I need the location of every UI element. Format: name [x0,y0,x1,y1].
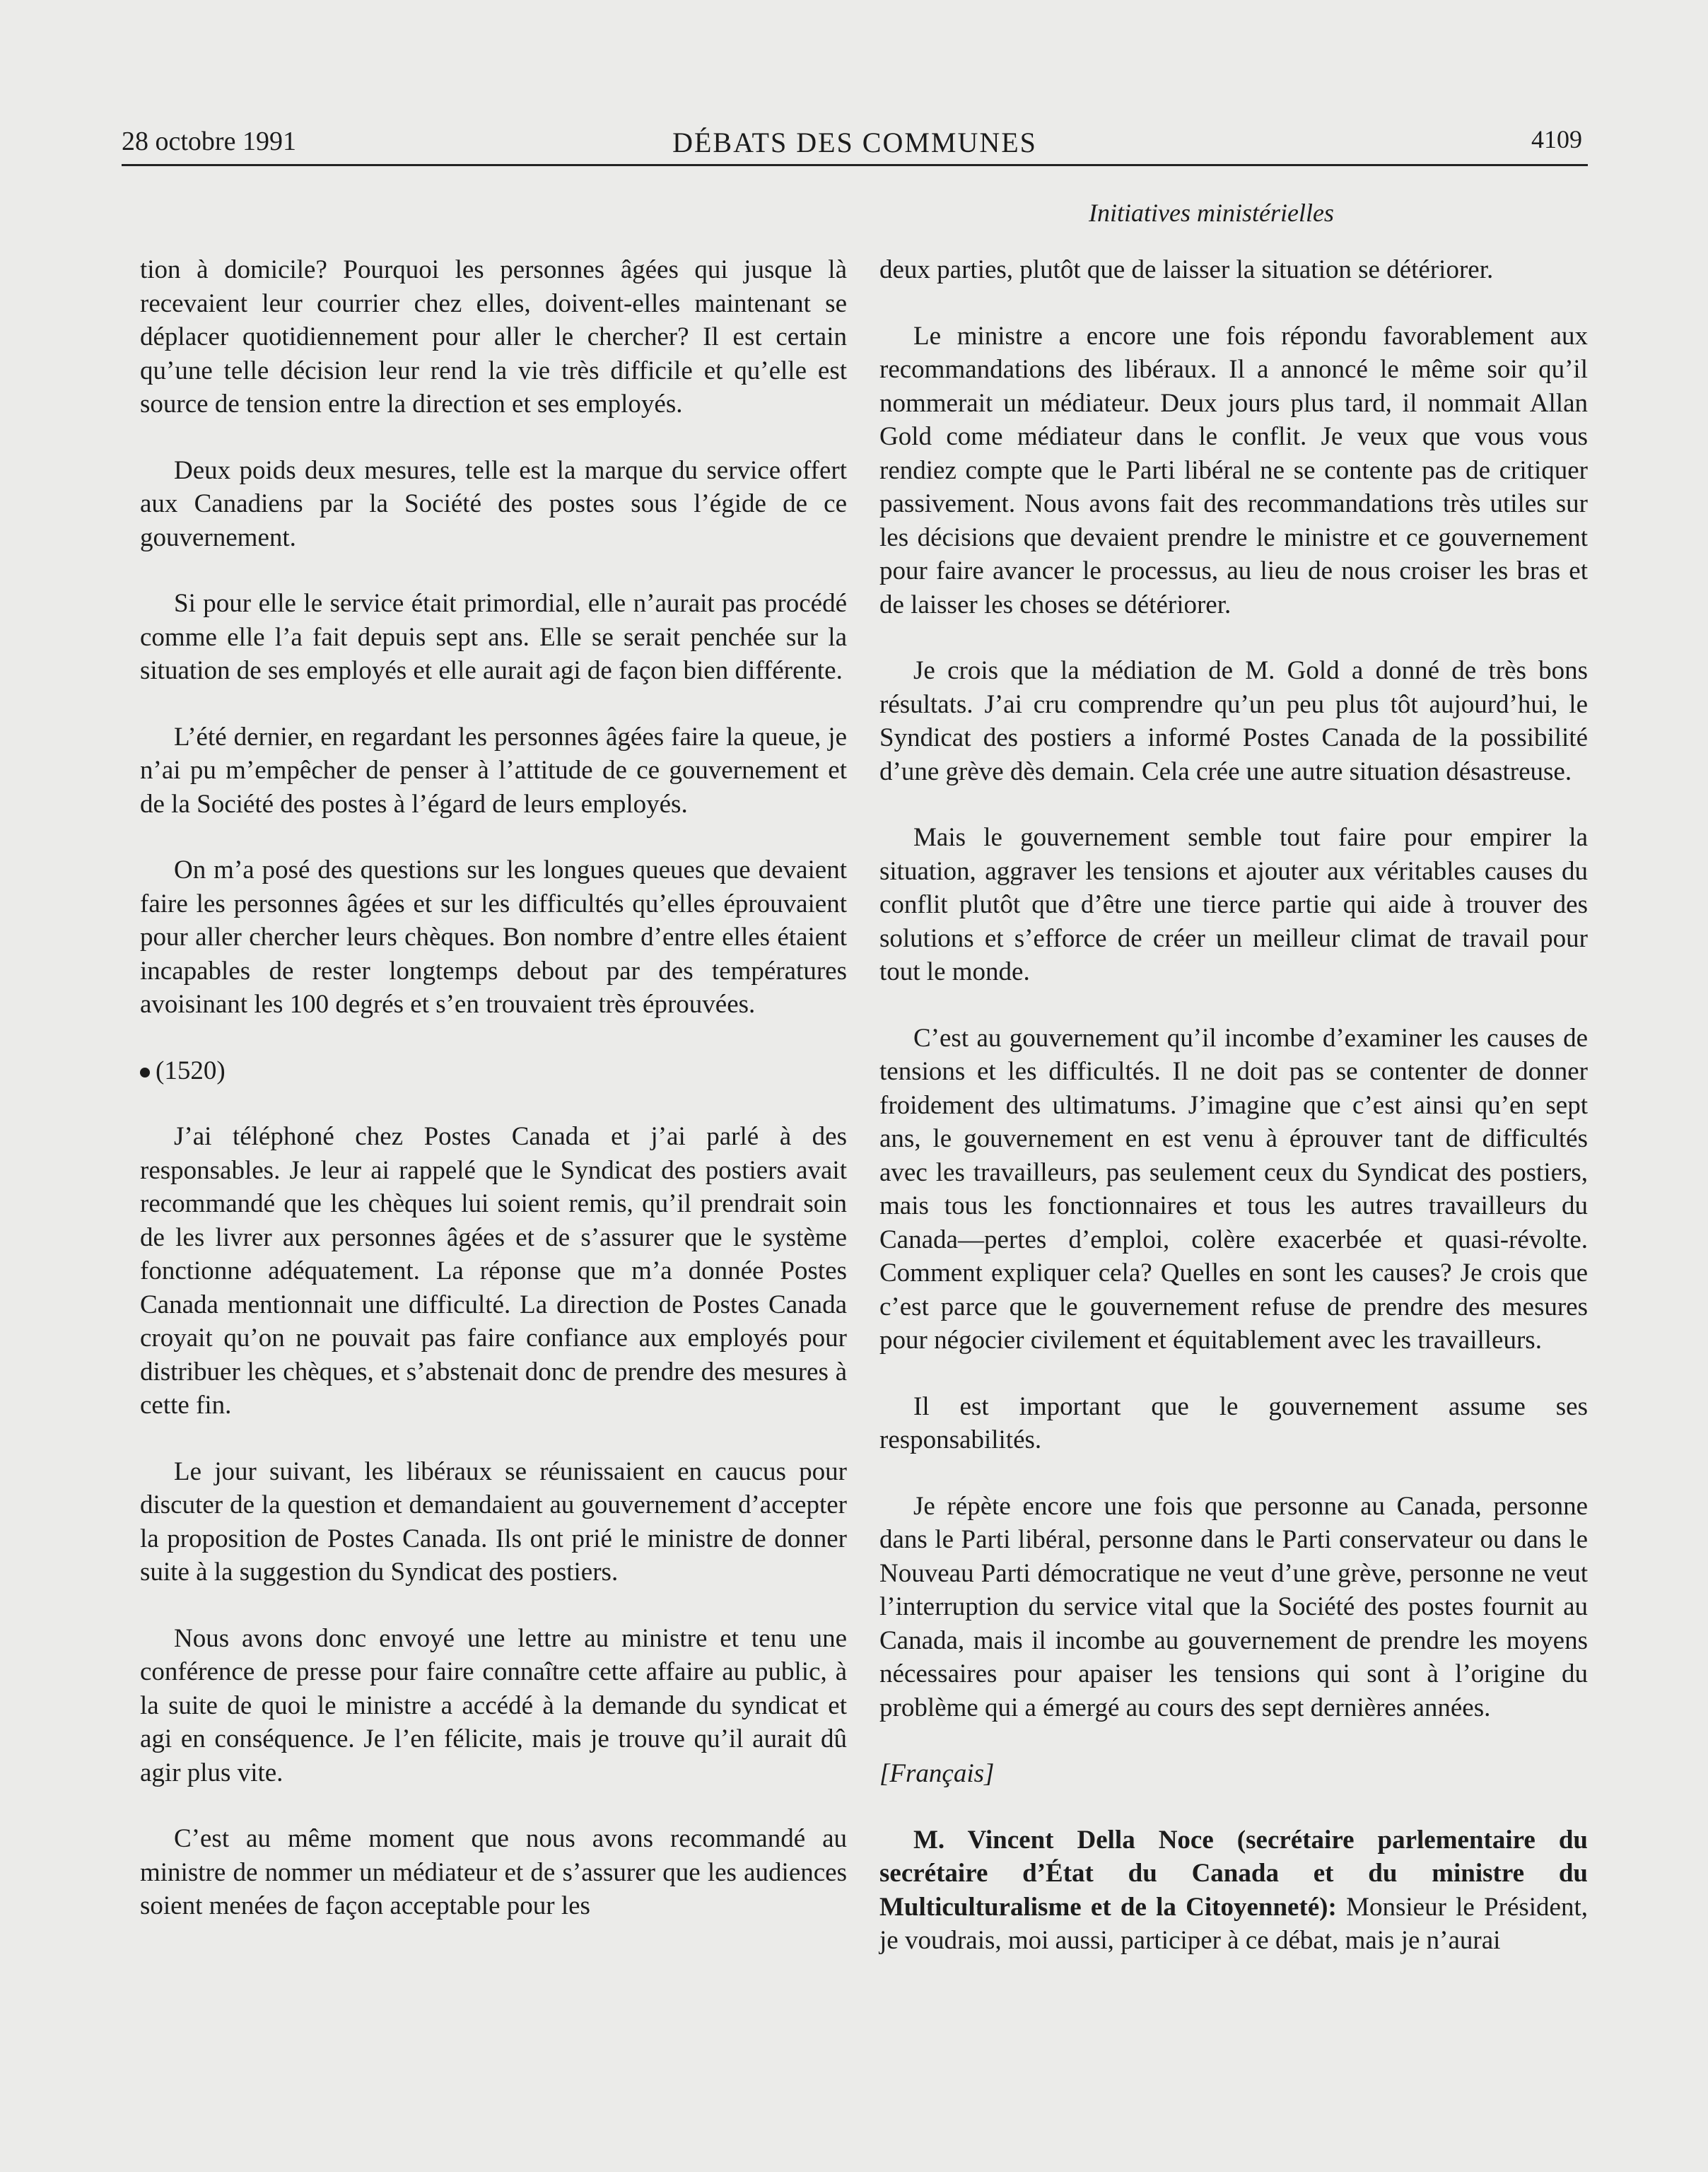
paragraph: Si pour elle le service était primordial, elle n’aurait pas procédé comme elle l’a fait depuis sept ans. Elle se serait penchée sur la situation de ses employés et elle aurait agi de façon bien différente. [140,589,847,685]
section-heading: Initiatives ministérielles [1089,199,1334,227]
paragraph: On m’a posé des questions sur les longues queues que devaient faire les personnes âgées et sur les difficultés qu’elles éprouvaient pour aller chercher leurs chèques. Bon nombre d’entre elles étaient incapables de rester longtemps debout par des températures avoisinant les 100 degrés et s’en trouvaient très éprouvées. [140,856,847,1019]
paragraph: Deux poids deux mesures, telle est la marque du service offert aux Canadiens par la Société des postes sous l’égide de ce gouvernement. [140,455,847,552]
paragraph: J’ai téléphoné chez Postes Canada et j’ai parlé à des responsables. Je leur ai rappelé que le Syndicat des postiers avait recommandé que les chèques lui soient remis, qu’il prendrait soin de les livrer aux personnes âgées et de s’assurer que le système fonctionne adéquatement. La réponse que m’a donnée Postes Canada mentionnait une difficulté. La direction de Postes Canada croyait qu’on ne pouvait pas faire confiance aux employés pour distribuer les chèques, et s’abstenait donc de prendre des mesures à cette fin. [140,1122,847,1420]
paragraph: L’été dernier, en regardant les personnes âgées faire la queue, je n’ai pu m’empêcher de penser à l’attitude de ce gouvernement et de la Société des postes à l’égard de leurs employés. [140,722,847,819]
paragraph: C’est au même moment que nous avons recommandé au ministre de nommer un médiateur et de s’assurer que les audiences soient menées de façon acceptable pour les [140,1824,847,1920]
paragraph: Je crois que la médiation de M. Gold a donné de très bons résultats. J’ai cru comprendre qu’un peu plus tôt aujourd’hui, le Syndicat des postiers a informé Postes Canada de la possibilité d’une grève dès demain. Cela crée une autre situation désastreuse. [879,656,1588,786]
right-column [879,253,1588,1990]
header-title: DÉBATS DES COMMUNES [672,127,1037,158]
paragraph: Le jour suivant, les libéraux se réunissaient en caucus pour discuter de la question et demandaient au gouvernement d’accepter la proposition de Postes Canada. Ils ont prié le ministre de donner suite à la suggestion du Syndicat des postiers. [140,1456,847,1587]
speaker-paragraph [879,1823,1588,1958]
bullet-icon [140,1068,150,1078]
speaker-name: M. Vincent Della Noce (secrétaire parlementaire du secrétaire d’État du Canada et du ministre du Multiculturalisme et de la Citoyenneté): [879,1825,1588,1922]
page-number: 4109 [1531,125,1582,153]
speech-text: Monsieur le Président, je voudrais, moi aussi, participer à ce débat, mais je n’aurai [879,1892,1588,1955]
page-header [122,122,1588,166]
paragraph: Il est important que le gouvernement assume ses responsabilités. [879,1391,1588,1454]
paragraph: Mais le gouvernement semble tout faire pour empirer la situation, aggraver les tensions et ajouter aux véritables causes du conflit plutôt que d’être une tierce partie qui aide à trouver des solutions et s’efforce de créer un meilleur climat de travail pour tout le monde. [879,823,1588,986]
paragraph: deux parties, plutôt que de laisser la situation se détériorer. [879,255,1494,284]
paragraph: Je répète encore une fois que personne au Canada, personne dans le Parti libéral, personne dans le Parti conservateur ou dans le Nouveau Parti démocratique ne veut d’une grève, personne ne veut l’interruption du service vital que la Société des postes fournit au Canada, mais il incombe au gouvernement de prendre les moyens nécessaires pour apaiser les tensions qui sont à l’origine du problème qui a émergé au cours des sept dernières années. [879,1491,1588,1722]
time-marker [140,1054,847,1088]
paragraph: Nous avons donc envoyé une lettre au ministre et tenu une conférence de presse pour faire connaître cette affaire au public, à la suite de quoi le ministre a accédé à la demande du syndicat et agi en conséquence. Je l’en félicite, mais je trouve qu’il aurait dû agir plus vite. [140,1623,847,1787]
paragraph: Le ministre a encore une fois répondu favorablement aux recommandations des libéraux. Il a annoncé le même soir qu’il nommerait un médiateur. Deux jours plus tard, il nommait Allan Gold come médiateur dans le conflit. Je veux que vous vous rendiez compte que le Parti libéral ne se contente pas de critiquer passivement. Nous avons fait des recommandations très utiles sur les décisions que devaient prendre le ministre et ce gouvernement pour faire avancer le processus, au lieu de nous croiser les bras et de laisser les choses se détériorer. [879,321,1588,619]
language-marker: [Français] [879,1759,995,1788]
paragraph: C’est au gouvernement qu’il incombe d’examiner les causes de tensions et les difficultés. Il ne doit pas se contenter de donner froidement des ultimatums. J’imagine que c’est ainsi qu’en sept ans, le gouvernement en est venu à éprouver tant de difficultés avec les travailleurs, pas seulement ceux du Syndicat des postiers, mais tous les fonctionnaires et tous les autres travailleurs du Canada—pertes d’emploi, colère exacerbée et quasi-révolte. Comment expliquer cela? Quelles en sont les causes? Je crois que c’est parce que le gouvernement refuse de prendre des mesures pour négocier civilement et équitablement avec les travailleurs. [879,1023,1588,1355]
paragraph: tion à domicile? Pourquoi les personnes âgées qui jusque là recevaient leur courrier chez elles, doivent-elles maintenant se déplacer quotidiennement pour aller le chercher? Il est certain qu’une telle décision leur rend la vie très difficile et qu’elle est source de tension entre la direction et ses employés. [140,255,847,419]
time-marker-label: (1520) [156,1056,226,1085]
left-column [140,253,847,1956]
header-date: 28 octobre 1991 [122,127,296,156]
